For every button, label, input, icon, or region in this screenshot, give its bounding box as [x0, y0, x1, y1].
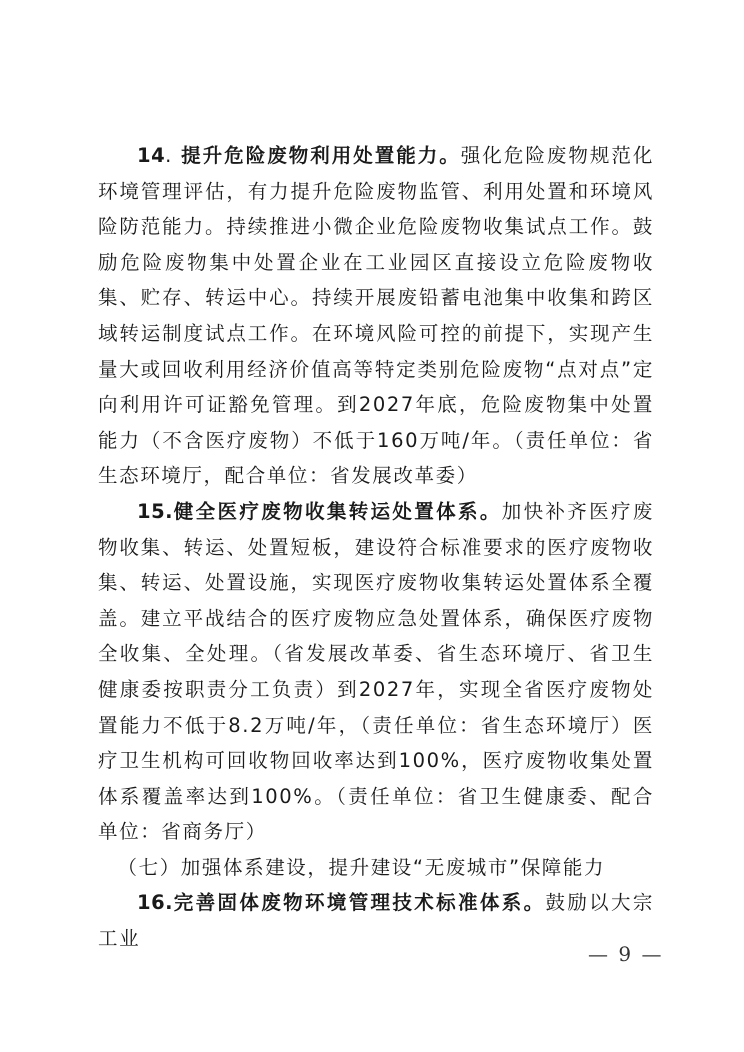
item-title: 提升危险废物利用处置能力。 [181, 144, 461, 167]
document-page [98, 138, 654, 957]
item-separator: . [165, 144, 182, 167]
paragraph-14 [98, 138, 654, 494]
item-body: 鼓励以大宗工业 [98, 891, 654, 951]
item-number: 15. [137, 499, 174, 523]
page-number: — 9 — [588, 942, 664, 966]
item-title: 完善固体废物环境管理技术标准体系。 [173, 891, 546, 915]
section-heading: （七）加强体系建设，提升建设“无废城市”保障能力 [117, 855, 606, 879]
item-number: 16. [137, 891, 174, 915]
paragraph-16 [98, 885, 654, 956]
item-body: 加快补齐医疗废物收集、转运、处置短板，建设符合标准要求的医疗废物收集、转运、处置设施，实现医疗废物收集转运处置体系全覆盖。建立平战结合的医疗废物应急处置体系，确保医疗废物全收集、全处理。（省发展改革委、省生态环境厅、省卫生健康委按职责分工负责）到2027年，实现全省医疗废物处置能力不低于8.2万吨/年，（责任单位：省生态环境厅）医疗卫生机构可回收物回收率达到100%，医疗废物收集处置体系覆盖率达到100%。（责任单位：省卫生健康委、配合单位：省商务厅） [98, 499, 654, 844]
item-title: 健全医疗废物收集转运处置体系。 [173, 499, 502, 523]
paragraph-15 [98, 494, 654, 850]
item-body: 强化危险废物规范化环境管理评估，有力提升危险废物监管、利用处置和环境风险防范能力。持续推进小微企业危险废物收集试点工作。鼓励危险废物集中处置企业在工业园区直接设立危险废物收集、贮存、转运中心。持续开展废铅蓄电池集中收集和跨区域转运制度试点工作。在环境风险可控的前提下，实现产生量大或回收利用经济价值高等特定类别危险废物“点对点”定向利用许可证豁免管理。到2027年底，危险废物集中处置能力（不含医疗废物）不低于160万吨/年。（责任单位：省生态环境厅，配合单位：省发展改革委） [98, 144, 654, 488]
item-number: 14 [137, 144, 166, 167]
